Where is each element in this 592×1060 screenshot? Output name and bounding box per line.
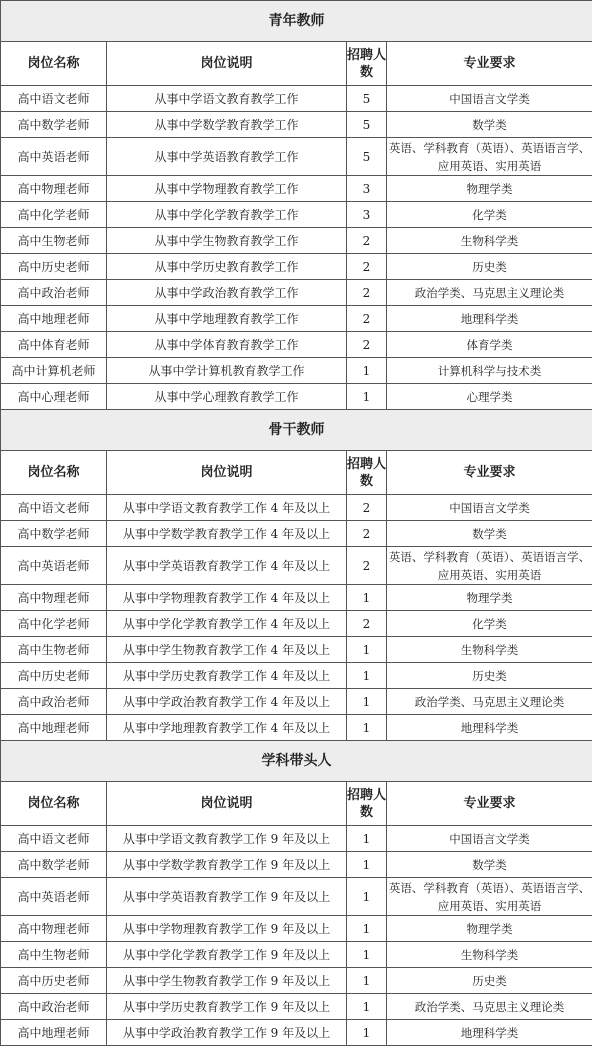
position-name: 高中地理老师 bbox=[1, 1020, 107, 1046]
header-count: 招聘人数 bbox=[347, 451, 387, 495]
table-row bbox=[1, 112, 592, 138]
header-desc: 岗位说明 bbox=[107, 782, 347, 826]
recruit-count: 2 bbox=[347, 521, 387, 547]
recruit-count: 1 bbox=[347, 358, 387, 384]
header-row bbox=[1, 782, 592, 826]
position-name: 高中历史老师 bbox=[1, 968, 107, 994]
position-name: 高中计算机老师 bbox=[1, 358, 107, 384]
position-name: 高中英语老师 bbox=[1, 547, 107, 585]
position-name: 高中物理老师 bbox=[1, 176, 107, 202]
major-requirement: 中国语言文学类 bbox=[387, 826, 592, 852]
major-requirement: 政治学类、马克思主义理论类 bbox=[387, 994, 592, 1020]
position-desc: 从事中学地理教育教学工作 bbox=[107, 306, 347, 332]
position-desc: 从事中学体育教育教学工作 bbox=[107, 332, 347, 358]
section-title-row bbox=[1, 1, 592, 42]
position-name: 高中历史老师 bbox=[1, 663, 107, 689]
header-major: 专业要求 bbox=[387, 782, 592, 826]
header-desc: 岗位说明 bbox=[107, 451, 347, 495]
table-row bbox=[1, 521, 592, 547]
position-desc: 从事中学政治教育教学工作 9 年及以上 bbox=[107, 1020, 347, 1046]
major-requirement: 英语、学科教育（英语）、英语语言学、应用英语、实用英语 bbox=[387, 547, 592, 585]
position-name: 高中历史老师 bbox=[1, 254, 107, 280]
major-requirement: 历史类 bbox=[387, 663, 592, 689]
recruit-count: 1 bbox=[347, 384, 387, 410]
header-name: 岗位名称 bbox=[1, 451, 107, 495]
position-name: 高中生物老师 bbox=[1, 942, 107, 968]
position-name: 高中物理老师 bbox=[1, 916, 107, 942]
recruit-count: 1 bbox=[347, 878, 387, 916]
position-desc: 从事中学生物教育教学工作 4 年及以上 bbox=[107, 637, 347, 663]
table-row bbox=[1, 202, 592, 228]
table-row bbox=[1, 878, 592, 916]
section-title: 骨干教师 bbox=[1, 410, 592, 451]
major-requirement: 物理学类 bbox=[387, 916, 592, 942]
section-title-row bbox=[1, 741, 592, 782]
section-title: 青年教师 bbox=[1, 1, 592, 42]
table-row bbox=[1, 547, 592, 585]
major-requirement: 政治学类、马克思主义理论类 bbox=[387, 689, 592, 715]
recruit-count: 2 bbox=[347, 547, 387, 585]
recruit-count: 1 bbox=[347, 689, 387, 715]
header-name: 岗位名称 bbox=[1, 782, 107, 826]
major-requirement: 生物科学类 bbox=[387, 942, 592, 968]
table-row bbox=[1, 637, 592, 663]
table-row bbox=[1, 254, 592, 280]
table-row bbox=[1, 332, 592, 358]
position-desc: 从事中学化学教育教学工作 bbox=[107, 202, 347, 228]
position-desc: 从事中学数学教育教学工作 bbox=[107, 112, 347, 138]
position-desc: 从事中学历史教育教学工作 4 年及以上 bbox=[107, 663, 347, 689]
major-requirement: 数学类 bbox=[387, 521, 592, 547]
position-name: 高中生物老师 bbox=[1, 228, 107, 254]
position-name: 高中化学老师 bbox=[1, 611, 107, 637]
position-desc: 从事中学政治教育教学工作 4 年及以上 bbox=[107, 689, 347, 715]
major-requirement: 历史类 bbox=[387, 254, 592, 280]
major-requirement: 生物科学类 bbox=[387, 228, 592, 254]
position-desc: 从事中学物理教育教学工作 9 年及以上 bbox=[107, 916, 347, 942]
header-row bbox=[1, 451, 592, 495]
position-name: 高中语文老师 bbox=[1, 826, 107, 852]
position-desc: 从事中学英语教育教学工作 bbox=[107, 138, 347, 176]
position-name: 高中政治老师 bbox=[1, 280, 107, 306]
table-row bbox=[1, 968, 592, 994]
position-name: 高中语文老师 bbox=[1, 495, 107, 521]
position-desc: 从事中学政治教育教学工作 bbox=[107, 280, 347, 306]
position-name: 高中英语老师 bbox=[1, 138, 107, 176]
section-title-row bbox=[1, 410, 592, 451]
table-row bbox=[1, 852, 592, 878]
major-requirement: 物理学类 bbox=[387, 176, 592, 202]
table-row bbox=[1, 86, 592, 112]
table-row bbox=[1, 280, 592, 306]
position-desc: 从事中学心理教育教学工作 bbox=[107, 384, 347, 410]
header-count: 招聘人数 bbox=[347, 782, 387, 826]
position-desc: 从事中学语文教育教学工作 bbox=[107, 86, 347, 112]
table-row bbox=[1, 306, 592, 332]
header-desc: 岗位说明 bbox=[107, 42, 347, 86]
position-desc: 从事中学化学教育教学工作 4 年及以上 bbox=[107, 611, 347, 637]
table-row bbox=[1, 826, 592, 852]
recruit-count: 1 bbox=[347, 715, 387, 741]
table-row bbox=[1, 358, 592, 384]
table-row bbox=[1, 585, 592, 611]
major-requirement: 化学类 bbox=[387, 202, 592, 228]
position-desc: 从事中学化学教育教学工作 9 年及以上 bbox=[107, 942, 347, 968]
recruit-count: 2 bbox=[347, 280, 387, 306]
position-name: 高中心理老师 bbox=[1, 384, 107, 410]
major-requirement: 地理科学类 bbox=[387, 1020, 592, 1046]
table-row bbox=[1, 1020, 592, 1046]
position-name: 高中物理老师 bbox=[1, 585, 107, 611]
table-row bbox=[1, 994, 592, 1020]
position-desc: 从事中学历史教育教学工作 bbox=[107, 254, 347, 280]
recruit-count: 5 bbox=[347, 86, 387, 112]
recruit-count: 2 bbox=[347, 254, 387, 280]
recruit-count: 1 bbox=[347, 942, 387, 968]
position-name: 高中生物老师 bbox=[1, 637, 107, 663]
recruit-count: 2 bbox=[347, 228, 387, 254]
major-requirement: 计算机科学与技术类 bbox=[387, 358, 592, 384]
position-desc: 从事中学计算机教育教学工作 bbox=[107, 358, 347, 384]
position-name: 高中地理老师 bbox=[1, 306, 107, 332]
position-desc: 从事中学语文教育教学工作 9 年及以上 bbox=[107, 826, 347, 852]
position-desc: 从事中学历史教育教学工作 9 年及以上 bbox=[107, 994, 347, 1020]
major-requirement: 地理科学类 bbox=[387, 715, 592, 741]
table-row bbox=[1, 611, 592, 637]
table-row bbox=[1, 715, 592, 741]
major-requirement: 心理学类 bbox=[387, 384, 592, 410]
major-requirement: 政治学类、马克思主义理论类 bbox=[387, 280, 592, 306]
recruit-count: 1 bbox=[347, 968, 387, 994]
position-desc: 从事中学地理教育教学工作 4 年及以上 bbox=[107, 715, 347, 741]
position-name: 高中数学老师 bbox=[1, 521, 107, 547]
position-desc: 从事中学生物教育教学工作 9 年及以上 bbox=[107, 968, 347, 994]
recruit-count: 1 bbox=[347, 663, 387, 689]
table-row bbox=[1, 495, 592, 521]
table-row bbox=[1, 689, 592, 715]
table-row bbox=[1, 916, 592, 942]
recruit-count: 1 bbox=[347, 1020, 387, 1046]
recruit-count: 1 bbox=[347, 826, 387, 852]
table-row bbox=[1, 663, 592, 689]
position-desc: 从事中学数学教育教学工作 4 年及以上 bbox=[107, 521, 347, 547]
recruit-count: 1 bbox=[347, 585, 387, 611]
recruit-count: 5 bbox=[347, 112, 387, 138]
major-requirement: 历史类 bbox=[387, 968, 592, 994]
recruit-count: 1 bbox=[347, 994, 387, 1020]
recruit-count: 2 bbox=[347, 306, 387, 332]
recruit-count: 2 bbox=[347, 495, 387, 521]
major-requirement: 中国语言文学类 bbox=[387, 495, 592, 521]
position-name: 高中语文老师 bbox=[1, 86, 107, 112]
position-name: 高中英语老师 bbox=[1, 878, 107, 916]
major-requirement: 生物科学类 bbox=[387, 637, 592, 663]
position-desc: 从事中学英语教育教学工作 4 年及以上 bbox=[107, 547, 347, 585]
position-name: 高中数学老师 bbox=[1, 112, 107, 138]
major-requirement: 地理科学类 bbox=[387, 306, 592, 332]
table-row bbox=[1, 942, 592, 968]
position-desc: 从事中学数学教育教学工作 9 年及以上 bbox=[107, 852, 347, 878]
major-requirement: 数学类 bbox=[387, 112, 592, 138]
recruit-count: 3 bbox=[347, 176, 387, 202]
header-name: 岗位名称 bbox=[1, 42, 107, 86]
position-name: 高中政治老师 bbox=[1, 994, 107, 1020]
header-major: 专业要求 bbox=[387, 42, 592, 86]
header-row bbox=[1, 42, 592, 86]
header-major: 专业要求 bbox=[387, 451, 592, 495]
recruit-count: 2 bbox=[347, 332, 387, 358]
major-requirement: 体育学类 bbox=[387, 332, 592, 358]
header-count: 招聘人数 bbox=[347, 42, 387, 86]
position-name: 高中政治老师 bbox=[1, 689, 107, 715]
table-row bbox=[1, 228, 592, 254]
position-desc: 从事中学语文教育教学工作 4 年及以上 bbox=[107, 495, 347, 521]
recruit-count: 1 bbox=[347, 916, 387, 942]
position-desc: 从事中学生物教育教学工作 bbox=[107, 228, 347, 254]
table-row bbox=[1, 176, 592, 202]
major-requirement: 英语、学科教育（英语）、英语语言学、应用英语、实用英语 bbox=[387, 878, 592, 916]
position-name: 高中数学老师 bbox=[1, 852, 107, 878]
position-desc: 从事中学物理教育教学工作 4 年及以上 bbox=[107, 585, 347, 611]
position-desc: 从事中学物理教育教学工作 bbox=[107, 176, 347, 202]
section-title: 学科带头人 bbox=[1, 741, 592, 782]
position-name: 高中体育老师 bbox=[1, 332, 107, 358]
position-name: 高中地理老师 bbox=[1, 715, 107, 741]
position-name: 高中化学老师 bbox=[1, 202, 107, 228]
recruit-count: 1 bbox=[347, 852, 387, 878]
major-requirement: 物理学类 bbox=[387, 585, 592, 611]
recruit-count: 5 bbox=[347, 138, 387, 176]
major-requirement: 数学类 bbox=[387, 852, 592, 878]
recruit-count: 3 bbox=[347, 202, 387, 228]
major-requirement: 中国语言文学类 bbox=[387, 86, 592, 112]
major-requirement: 化学类 bbox=[387, 611, 592, 637]
major-requirement: 英语、学科教育（英语）、英语语言学、应用英语、实用英语 bbox=[387, 138, 592, 176]
recruit-count: 1 bbox=[347, 637, 387, 663]
table-row bbox=[1, 384, 592, 410]
position-desc: 从事中学英语教育教学工作 9 年及以上 bbox=[107, 878, 347, 916]
recruit-count: 2 bbox=[347, 611, 387, 637]
table-row bbox=[1, 138, 592, 176]
